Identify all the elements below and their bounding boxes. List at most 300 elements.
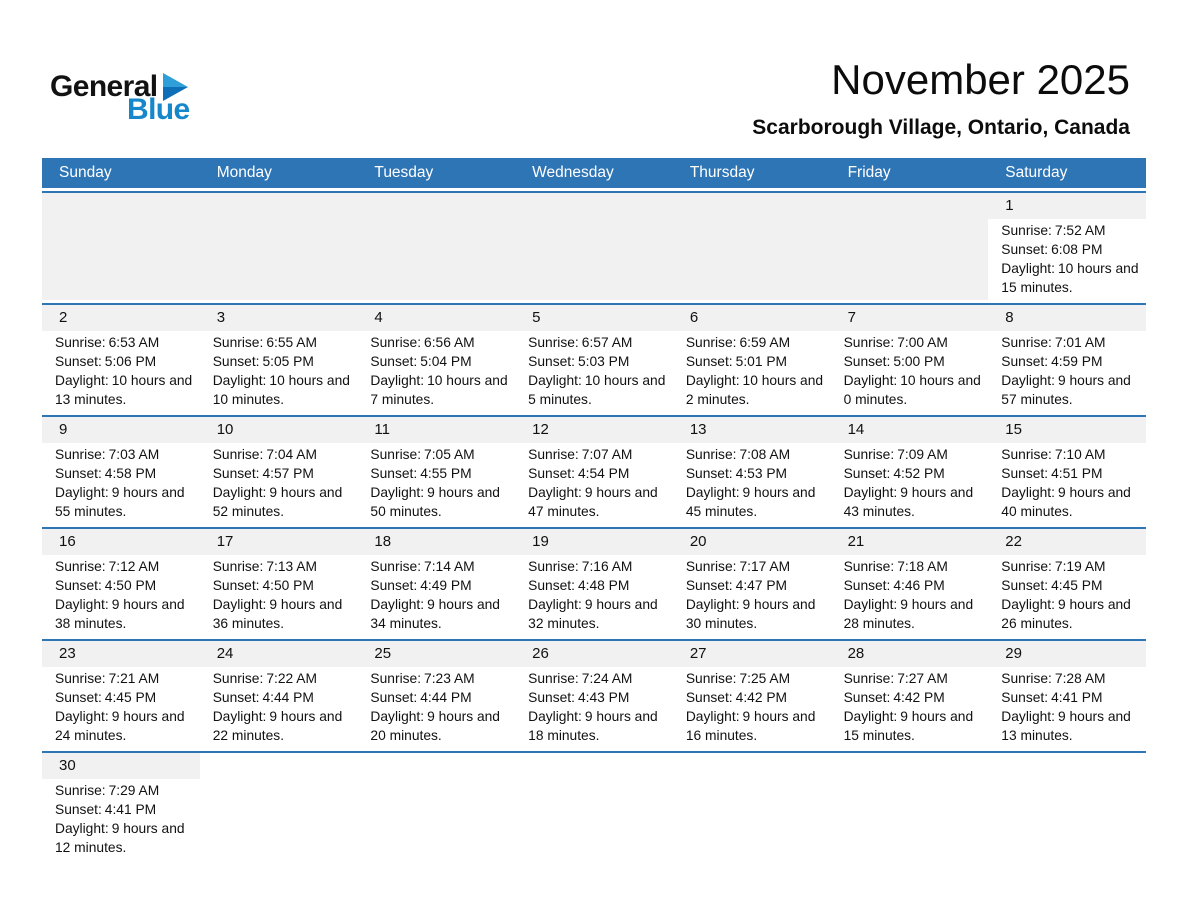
daylight-label: Daylight: <box>212 485 267 500</box>
sunrise-label: Sunrise: <box>55 559 106 574</box>
day-details <box>988 331 1146 412</box>
day-cell-7 <box>831 305 989 412</box>
daylight-value: 9 hours and 50 minutes. <box>370 485 500 519</box>
daylight-value: 9 hours and 20 minutes. <box>370 709 500 743</box>
day-number: 22 <box>988 529 1146 555</box>
sunset-label: Sunset: <box>685 690 733 705</box>
day-cell-30 <box>42 753 200 860</box>
sunset-line <box>370 688 511 707</box>
sunrise-line <box>528 557 669 576</box>
sunrise-line <box>844 333 985 352</box>
sunset-line <box>55 688 196 707</box>
logo-word-blue: Blue <box>127 93 190 126</box>
day-details <box>988 443 1146 524</box>
day-details <box>515 331 673 412</box>
day-number: 29 <box>988 641 1146 667</box>
empty-day-cell <box>515 753 673 860</box>
sunrise-value: 7:22 AM <box>266 671 317 686</box>
sunset-value: 5:05 PM <box>262 354 314 369</box>
day-details <box>673 555 831 636</box>
sunset-label: Sunset: <box>843 466 891 481</box>
sunset-label: Sunset: <box>370 690 418 705</box>
day-number: 14 <box>831 417 989 443</box>
daylight-value: 10 hours and 10 minutes. <box>212 373 350 407</box>
sunrise-label: Sunrise: <box>1001 335 1052 350</box>
sunset-value: 4:44 PM <box>262 690 314 705</box>
sunrise-value: 6:57 AM <box>581 335 633 350</box>
sunset-label: Sunset: <box>212 466 260 481</box>
sunset-value: 4:43 PM <box>577 690 630 705</box>
day-details <box>357 443 515 524</box>
daylight-line <box>370 371 511 409</box>
daylight-line <box>528 483 669 521</box>
daylight-line <box>686 483 827 521</box>
sunrise-value: 6:53 AM <box>108 335 160 350</box>
day-cell-15 <box>988 417 1146 524</box>
daylight-value: 9 hours and 43 minutes. <box>843 485 974 519</box>
sunrise-line <box>686 333 827 352</box>
sunset-label: Sunset: <box>1001 466 1049 481</box>
sunset-label: Sunset: <box>370 578 418 593</box>
empty-day-cell <box>831 193 989 300</box>
day-number: 27 <box>673 641 831 667</box>
day-cell-17 <box>200 529 358 636</box>
sunrise-line <box>528 669 669 688</box>
day-details <box>200 555 358 636</box>
sunrise-line <box>1001 557 1142 576</box>
sunrise-value: 7:13 AM <box>266 559 317 574</box>
sunrise-label: Sunrise: <box>843 335 895 350</box>
daylight-label: Daylight: <box>685 597 740 612</box>
sunrise-line <box>55 781 196 800</box>
daylight-label: Daylight: <box>843 373 898 388</box>
sunset-line <box>844 576 985 595</box>
sunrise-value: 6:59 AM <box>739 335 791 350</box>
day-number: 28 <box>831 641 989 667</box>
sunrise-line <box>686 669 827 688</box>
sunrise-value: 7:16 AM <box>581 559 633 574</box>
day-cell-3 <box>200 305 358 412</box>
day-details <box>515 555 673 636</box>
daylight-value: 10 hours and 5 minutes. <box>528 373 666 407</box>
day-details <box>831 555 989 636</box>
day-details <box>357 667 515 748</box>
sunset-line <box>370 464 511 483</box>
title-block <box>752 56 1130 140</box>
day-cell-1 <box>988 193 1146 300</box>
day-cell-22 <box>988 529 1146 636</box>
sunset-line <box>528 464 669 483</box>
day-details <box>515 667 673 748</box>
daylight-line <box>370 595 511 633</box>
calendar <box>42 158 1146 860</box>
sunrise-label: Sunrise: <box>1001 447 1052 462</box>
sunrise-line <box>1001 445 1142 464</box>
sunrise-label: Sunrise: <box>1001 223 1052 238</box>
empty-day-cell <box>988 753 1146 860</box>
day-details <box>42 779 200 860</box>
sunset-value: 5:01 PM <box>735 354 788 369</box>
sunrise-label: Sunrise: <box>55 671 106 686</box>
sunset-label: Sunset: <box>843 690 891 705</box>
sunrise-value: 7:25 AM <box>739 671 791 686</box>
sunrise-line <box>55 333 196 352</box>
sunrise-line <box>213 669 354 688</box>
sunrise-line <box>213 333 354 352</box>
day-number: 24 <box>200 641 358 667</box>
sunrise-value: 7:23 AM <box>424 671 475 686</box>
daylight-value: 9 hours and 40 minutes. <box>1001 485 1131 519</box>
daylight-label: Daylight: <box>843 485 898 500</box>
sunrise-value: 7:27 AM <box>897 671 948 686</box>
sunrise-value: 7:29 AM <box>108 783 160 798</box>
sunrise-line <box>370 557 511 576</box>
daylight-line <box>55 371 196 409</box>
sunset-label: Sunset: <box>528 690 575 705</box>
sunset-label: Sunset: <box>55 466 102 481</box>
day-cell-2 <box>42 305 200 412</box>
sunset-line <box>844 464 985 483</box>
day-cell-28 <box>831 641 989 748</box>
sunrise-value: 7:14 AM <box>424 559 475 574</box>
sunrise-line <box>55 669 196 688</box>
empty-day-cell <box>200 753 358 860</box>
day-number: 3 <box>200 305 358 331</box>
daylight-label: Daylight: <box>685 485 740 500</box>
empty-day-cell <box>673 753 831 860</box>
sunrise-label: Sunrise: <box>212 671 264 686</box>
daylight-value: 9 hours and 13 minutes. <box>1001 709 1131 743</box>
day-cell-20 <box>673 529 831 636</box>
sunrise-label: Sunrise: <box>212 447 264 462</box>
daylight-line <box>1001 259 1142 297</box>
day-details <box>673 443 831 524</box>
sunrise-label: Sunrise: <box>843 559 895 574</box>
sunset-value: 4:48 PM <box>577 578 630 593</box>
daylight-label: Daylight: <box>370 597 425 612</box>
weekday-header-monday: Monday <box>216 164 272 181</box>
sunset-value: 5:04 PM <box>420 354 472 369</box>
sunrise-label: Sunrise: <box>55 447 106 462</box>
sunset-label: Sunset: <box>212 578 260 593</box>
day-cell-21 <box>831 529 989 636</box>
day-cell-16 <box>42 529 200 636</box>
day-number: 26 <box>515 641 673 667</box>
day-cell-13 <box>673 417 831 524</box>
day-cell-9 <box>42 417 200 524</box>
sunrise-label: Sunrise: <box>55 335 106 350</box>
day-details <box>200 331 358 412</box>
sunset-label: Sunset: <box>212 690 260 705</box>
sunrise-value: 7:19 AM <box>1054 559 1106 574</box>
daylight-line <box>213 707 354 745</box>
daylight-line <box>844 371 985 409</box>
sunrise-label: Sunrise: <box>528 559 579 574</box>
sunset-value: 4:46 PM <box>893 578 945 593</box>
day-number: 4 <box>357 305 515 331</box>
daylight-label: Daylight: <box>1001 261 1055 276</box>
sunset-value: 4:54 PM <box>577 466 630 481</box>
day-cell-18 <box>357 529 515 636</box>
daylight-line <box>686 371 827 409</box>
day-details <box>42 443 200 524</box>
daylight-value: 9 hours and 15 minutes. <box>843 709 974 743</box>
day-cell-19 <box>515 529 673 636</box>
day-cell-10 <box>200 417 358 524</box>
day-number: 11 <box>357 417 515 443</box>
day-details <box>42 667 200 748</box>
sunrise-value: 7:09 AM <box>897 447 948 462</box>
daylight-label: Daylight: <box>528 597 582 612</box>
sunset-value: 4:59 PM <box>1051 354 1103 369</box>
daylight-label: Daylight: <box>370 709 425 724</box>
day-cell-8 <box>988 305 1146 412</box>
daylight-label: Daylight: <box>212 709 267 724</box>
sunset-line <box>1001 240 1142 259</box>
daylight-value: 9 hours and 32 minutes. <box>528 597 658 631</box>
sunset-line <box>1001 688 1142 707</box>
sunrise-value: 7:10 AM <box>1054 447 1106 462</box>
sunset-label: Sunset: <box>843 578 891 593</box>
sunrise-line <box>1001 221 1142 240</box>
day-cell-29 <box>988 641 1146 748</box>
week-row-1 <box>42 191 1146 300</box>
sunrise-label: Sunrise: <box>370 671 422 686</box>
week-row-2 <box>42 303 1146 412</box>
sunset-line <box>1001 464 1142 483</box>
day-details <box>988 219 1146 300</box>
daylight-line <box>528 371 669 409</box>
sunrise-value: 6:55 AM <box>266 335 317 350</box>
day-number: 10 <box>200 417 358 443</box>
sunrise-value: 7:52 AM <box>1054 223 1106 238</box>
weekday-header-thursday: Thursday <box>689 164 755 181</box>
day-number: 12 <box>515 417 673 443</box>
week-row-4 <box>42 527 1146 636</box>
daylight-line <box>213 483 354 521</box>
daylight-line <box>213 371 354 409</box>
day-number: 8 <box>988 305 1146 331</box>
sunset-value: 4:58 PM <box>104 466 157 481</box>
sunset-value: 4:49 PM <box>420 578 472 593</box>
sunrise-value: 7:12 AM <box>108 559 160 574</box>
sunset-value: 5:06 PM <box>104 354 157 369</box>
sunset-line <box>686 688 827 707</box>
sunset-line <box>213 576 354 595</box>
sunset-value: 4:52 PM <box>893 466 945 481</box>
day-number: 15 <box>988 417 1146 443</box>
day-details <box>42 331 200 412</box>
sunset-label: Sunset: <box>1001 354 1049 369</box>
daylight-label: Daylight: <box>370 373 425 388</box>
daylight-line <box>844 483 985 521</box>
sunset-line <box>686 464 827 483</box>
daylight-label: Daylight: <box>55 709 109 724</box>
sunset-value: 6:08 PM <box>1051 242 1103 257</box>
daylight-line <box>1001 595 1142 633</box>
daylight-label: Daylight: <box>370 485 425 500</box>
sunset-label: Sunset: <box>685 466 733 481</box>
sunset-line <box>370 576 511 595</box>
daylight-value: 9 hours and 24 minutes. <box>55 709 185 743</box>
day-cell-14 <box>831 417 989 524</box>
day-number: 23 <box>42 641 200 667</box>
sunset-value: 4:41 PM <box>104 802 157 817</box>
daylight-label: Daylight: <box>528 485 582 500</box>
daylight-value: 9 hours and 47 minutes. <box>528 485 658 519</box>
day-number: 2 <box>42 305 200 331</box>
day-number: 6 <box>673 305 831 331</box>
sunrise-label: Sunrise: <box>685 671 737 686</box>
logo-word-general: General <box>50 70 158 103</box>
sunrise-label: Sunrise: <box>843 671 895 686</box>
daylight-value: 9 hours and 30 minutes. <box>685 597 816 631</box>
day-number: 13 <box>673 417 831 443</box>
daylight-label: Daylight: <box>1001 373 1055 388</box>
day-details <box>988 667 1146 748</box>
sunset-value: 4:51 PM <box>1051 466 1103 481</box>
daylight-line <box>528 707 669 745</box>
empty-day-cell <box>357 753 515 860</box>
sunset-line <box>55 352 196 371</box>
sunrise-label: Sunrise: <box>212 559 264 574</box>
daylight-line <box>213 595 354 633</box>
daylight-value: 10 hours and 15 minutes. <box>1001 261 1139 295</box>
daylight-label: Daylight: <box>1001 485 1055 500</box>
sunset-line <box>686 352 827 371</box>
daylight-label: Daylight: <box>528 709 582 724</box>
sunrise-line <box>528 333 669 352</box>
sunset-line <box>55 576 196 595</box>
daylight-line <box>1001 371 1142 409</box>
sunset-value: 4:45 PM <box>1051 578 1103 593</box>
empty-day-cell <box>831 753 989 860</box>
sunset-label: Sunset: <box>1001 578 1049 593</box>
empty-day-cell <box>357 193 515 300</box>
daylight-value: 9 hours and 36 minutes. <box>212 597 343 631</box>
sunset-value: 4:53 PM <box>735 466 788 481</box>
empty-day-cell <box>515 193 673 300</box>
sunrise-value: 7:21 AM <box>108 671 160 686</box>
daylight-line <box>370 707 511 745</box>
daylight-line <box>686 707 827 745</box>
day-details <box>831 667 989 748</box>
sunrise-value: 7:28 AM <box>1054 671 1106 686</box>
daylight-value: 9 hours and 22 minutes. <box>212 709 343 743</box>
daylight-value: 9 hours and 12 minutes. <box>55 821 185 855</box>
daylight-label: Daylight: <box>55 597 109 612</box>
daylight-line <box>1001 483 1142 521</box>
sunset-line <box>686 576 827 595</box>
sunrise-line <box>370 333 511 352</box>
sunset-value: 4:50 PM <box>262 578 314 593</box>
sunrise-label: Sunrise: <box>1001 559 1052 574</box>
daylight-label: Daylight: <box>843 709 898 724</box>
sunrise-label: Sunrise: <box>528 671 579 686</box>
weekday-header-friday: Friday <box>847 164 891 181</box>
daylight-label: Daylight: <box>528 373 582 388</box>
daylight-line <box>370 483 511 521</box>
daylight-label: Daylight: <box>212 597 267 612</box>
sunrise-label: Sunrise: <box>528 447 579 462</box>
day-number: 25 <box>357 641 515 667</box>
sunrise-value: 6:56 AM <box>424 335 475 350</box>
day-details <box>515 443 673 524</box>
sunset-line <box>528 688 669 707</box>
sunset-value: 4:50 PM <box>104 578 157 593</box>
sunrise-value: 7:00 AM <box>897 335 948 350</box>
sunset-line <box>528 352 669 371</box>
daylight-line <box>686 595 827 633</box>
weekday-header-saturday: Saturday <box>1005 164 1068 181</box>
day-details <box>831 443 989 524</box>
day-number: 9 <box>42 417 200 443</box>
empty-day-cell <box>42 193 200 300</box>
sunrise-line <box>686 557 827 576</box>
sunset-label: Sunset: <box>1001 690 1049 705</box>
day-number: 7 <box>831 305 989 331</box>
sunrise-value: 7:17 AM <box>739 559 791 574</box>
day-details <box>200 443 358 524</box>
sunset-label: Sunset: <box>528 466 575 481</box>
day-cell-26 <box>515 641 673 748</box>
daylight-line <box>528 595 669 633</box>
sunset-value: 4:41 PM <box>1051 690 1103 705</box>
sunset-value: 5:00 PM <box>893 354 945 369</box>
sunrise-line <box>686 445 827 464</box>
daylight-value: 9 hours and 52 minutes. <box>212 485 343 519</box>
sunset-label: Sunset: <box>212 354 260 369</box>
sunrise-value: 7:04 AM <box>266 447 317 462</box>
sunrise-value: 7:18 AM <box>897 559 948 574</box>
day-cell-5 <box>515 305 673 412</box>
daylight-label: Daylight: <box>1001 597 1055 612</box>
daylight-label: Daylight: <box>55 821 109 836</box>
sunrise-line <box>213 445 354 464</box>
daylight-line <box>1001 707 1142 745</box>
day-cell-12 <box>515 417 673 524</box>
daylight-line <box>55 483 196 521</box>
day-number: 30 <box>42 753 200 779</box>
daylight-label: Daylight: <box>212 373 267 388</box>
day-cell-6 <box>673 305 831 412</box>
sunset-line <box>844 352 985 371</box>
sunrise-value: 7:05 AM <box>424 447 475 462</box>
sunrise-value: 7:08 AM <box>739 447 791 462</box>
daylight-value: 9 hours and 34 minutes. <box>370 597 500 631</box>
page-subtitle: Scarborough Village, Ontario, Canada <box>752 116 1130 139</box>
day-cell-23 <box>42 641 200 748</box>
sunset-label: Sunset: <box>1001 242 1049 257</box>
weekday-header-sunday: Sunday <box>59 164 112 181</box>
sunrise-label: Sunrise: <box>55 783 106 798</box>
daylight-value: 9 hours and 18 minutes. <box>528 709 658 743</box>
sunset-label: Sunset: <box>528 354 575 369</box>
daylight-value: 9 hours and 55 minutes. <box>55 485 185 519</box>
calendar-grid <box>42 191 1146 860</box>
daylight-line <box>844 707 985 745</box>
sunrise-line <box>1001 669 1142 688</box>
sunset-value: 4:44 PM <box>420 690 472 705</box>
sunset-line <box>213 688 354 707</box>
empty-day-cell <box>200 193 358 300</box>
sunrise-line <box>55 445 196 464</box>
daylight-value: 9 hours and 28 minutes. <box>843 597 974 631</box>
sunset-label: Sunset: <box>843 354 891 369</box>
sunset-label: Sunset: <box>685 354 733 369</box>
sunset-label: Sunset: <box>55 354 102 369</box>
weekday-header-row <box>42 158 1146 188</box>
